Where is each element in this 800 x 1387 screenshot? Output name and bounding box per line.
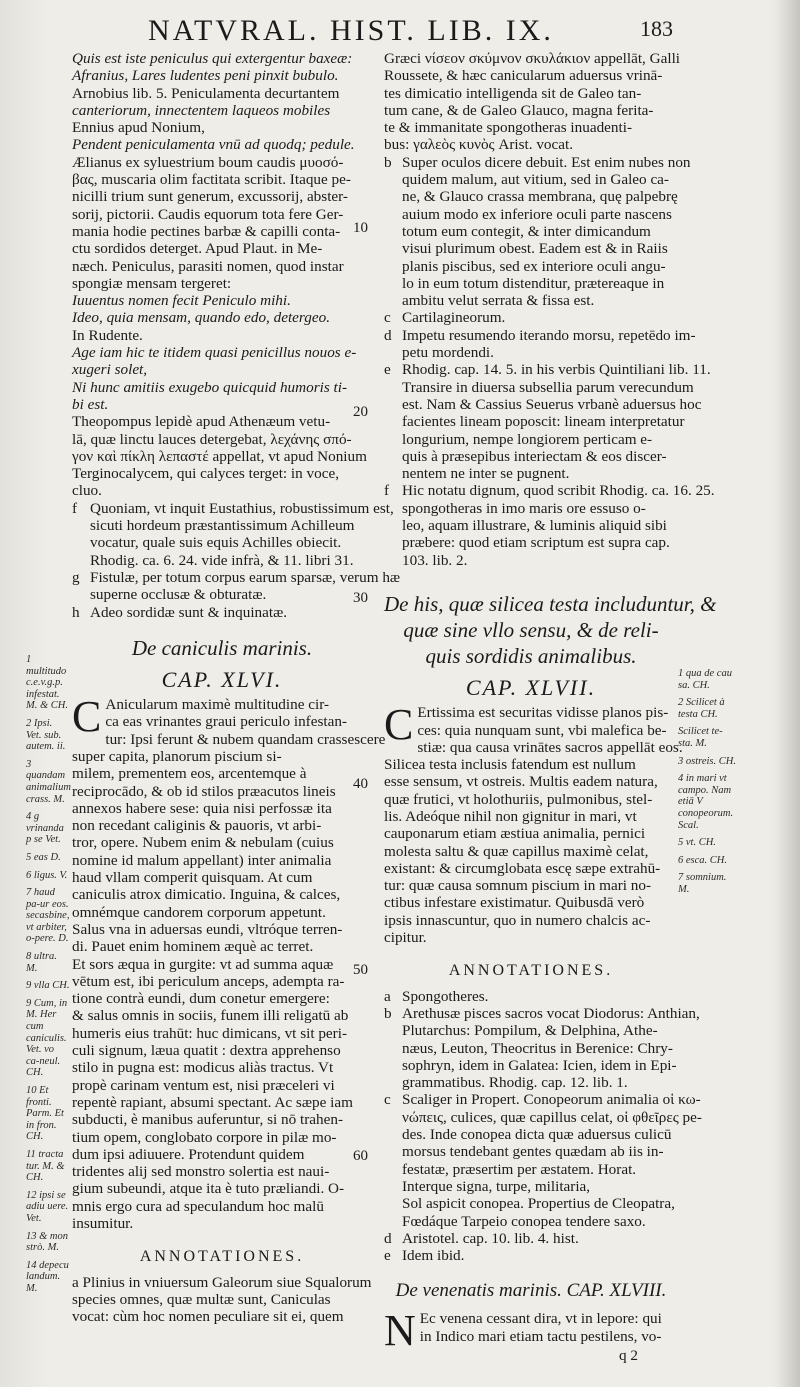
drop-cap: C — [384, 700, 414, 750]
text-line: βας, muscaria olim factitata scribit. Itaque pe- — [72, 171, 351, 189]
note-text: νώπεις, culices, quæ capillus celat, οἱ φθεῖρες pe- — [402, 1108, 702, 1126]
note-text: Fistulæ, per totum corpus earum sparsæ, verum hæ — [90, 568, 401, 586]
margin-note: Scilicet te-sta. M. — [678, 726, 723, 749]
footnote — [72, 604, 372, 621]
body-line: ipsis innascuntur, quo in numero chalcis ac- — [384, 911, 651, 929]
note-text: Super oculos dicere debuit. Est enim nubes non — [402, 153, 691, 171]
body-line: gium subeundi, atque ita è tuto præliandi. O- — [72, 1180, 345, 1198]
line-number: 50 — [353, 962, 368, 978]
note-text: spongotheras in imo maris ore essuso o- — [402, 499, 646, 517]
note-key: a — [384, 987, 391, 1005]
body-line: ctibus infestare existimatur. Quibusdā verò — [384, 894, 645, 912]
line-number: 20 — [353, 404, 368, 420]
text-line: bus: γαλεὸς κυνὸς Arist. vocat. — [384, 136, 574, 154]
body-line: stiæ: qua causa vrinātes sacros appellāt eos. — [417, 738, 683, 756]
margin-note: 14 depecu landum. M. — [26, 1259, 69, 1294]
note-text: sophryn, idem in Galatea: Icien, idem in Epi- — [402, 1056, 677, 1074]
margin-note: 4 g vrinanda p se Vet. — [26, 811, 64, 846]
text-line: spongiæ mensam tergeret: — [72, 274, 232, 292]
body-line: reciprocādo, & ob id stilos præacutos lineis — [72, 782, 336, 800]
text-line: Theopompus lepidè apud Athenæum vetu- — [72, 413, 331, 431]
body-line: tium opem, conglobato corpore in pilæ mo- — [72, 1128, 337, 1146]
margin-note: 13 & mon strò. M. — [26, 1230, 68, 1254]
footnote — [384, 309, 678, 326]
margin-note: 8 ultra. M. — [26, 951, 57, 974]
note-text: auium modo ex inferiore oculi parte nascens — [402, 205, 672, 223]
line-number: 40 — [353, 776, 368, 792]
text-line: cluo. — [72, 482, 102, 500]
body-line: in Indico mari etiam tactu pestilens, vo- — [419, 1327, 662, 1345]
note-key: e — [384, 1247, 391, 1265]
annotation — [384, 1247, 678, 1264]
note-text: ne, & Glauco crassa membrana, quę palpebrę — [402, 188, 678, 206]
body-line: esse sensum, vt ostreis. Multis eadem natura, — [384, 773, 658, 791]
note-text: longurium, nempe longiorem perticam e- — [402, 430, 653, 448]
margin-note: 5 vt. CH. — [678, 837, 716, 849]
note-text: vocatur, quale suis equis Achilles obiecit. — [90, 534, 342, 552]
chapter-47-body — [384, 700, 683, 947]
section-title-caniculis: De caniculis marinis. — [131, 635, 313, 660]
text-line: In Rudente. — [72, 326, 143, 344]
note-text: des. Inde conopea dicta quæ aduersus culicū — [402, 1126, 672, 1144]
note-text: planis piscibus, sed ex interiore oculi angu- — [402, 257, 666, 275]
text-line: Age iam hic te itidem quasi penicillus nouos e- — [72, 344, 357, 362]
drop-cap: C — [72, 692, 102, 742]
text-line: Quis est iste peniculus qui extergentur baxeæ: — [72, 50, 353, 67]
body-line: annexos habere sese: quia nisi perfossæ ita — [72, 799, 332, 817]
margin-note: 1 qua de cau sa. CH. — [678, 668, 732, 691]
text-line: Græci νίσεον σκύμνον σκυλάκιον appellāt, Galli — [384, 50, 681, 67]
note-text: Spongotheres. — [402, 987, 489, 1005]
note-text: Arethusæ pisces sacros vocat Diodorus: Anthian, — [402, 1004, 700, 1022]
margin-note: 7 somnium. M. — [678, 872, 727, 895]
chapter-heading-47: CAP. XLVII. — [465, 674, 597, 700]
note-key: g — [72, 568, 80, 586]
note-text: visui plurimum obest. Eadem est & in Raiis — [402, 240, 668, 258]
annotationes-heading-right: ANNOTATIONES. — [448, 962, 614, 980]
body-line: milem, prementem eos, arcentemque à — [72, 765, 307, 783]
note-text: totum eum contegit, & inter dimicandum — [402, 222, 651, 240]
margin-note: 7 haud pa-ur eos. secasbine, vt arbiter, o-pere. D. — [26, 887, 70, 945]
note-text: superne occlusæ & obturatæ. — [90, 586, 267, 604]
margin-note: 1 multitudo c.e.v.g.p. infestat. M. & CH. — [26, 654, 68, 712]
text-line: Ennius apud Nonium, — [72, 119, 205, 137]
left-top-text — [72, 50, 372, 500]
body-line: Salus vna in aduersas eundi, vltróque terren- — [72, 920, 343, 938]
body-line: mnis ergo cura ad speculandum hoc malū — [72, 1197, 324, 1215]
left-margin-notes — [26, 654, 70, 1301]
annotation — [384, 1004, 700, 1092]
note-text: sicuti hordeum præstantissimum Achilleum — [90, 517, 355, 535]
text-line: Afranius, Lares ludentes peni pinxit bubulo. — [72, 67, 339, 85]
body-line: tur: quæ causa somnum piscium in mari no- — [384, 877, 652, 895]
margin-note: 9 vlla CH. — [26, 980, 70, 992]
body-line: tror, opere. Nubem enim & nebulam (cuius — [72, 834, 334, 852]
body-line: Ertissima est securitas vidisse planos pis- — [417, 704, 669, 722]
body-line: di. Pauet enim hominem æquè ac terret. — [72, 938, 314, 956]
body-line: tione contrà eundi, dum conetur emergere: — [72, 990, 330, 1008]
annotation-line: a Plinius in vniuersum Galeorum siue Squalorum — [72, 1273, 372, 1291]
body-line: Ec venena cessant dira, vt in lepore: qui — [419, 1310, 662, 1328]
margin-note: 4 in mari vt campo. Nam etiā V conopeorum. Scal. — [678, 773, 734, 831]
body-line: tur: Ipsi ferunt & nubem quandam crassescere — [105, 730, 386, 748]
body-line: nomine id malum appellant) inter animalia — [72, 851, 332, 869]
body-line: quæ frutici, vt holothuriis, pulmonibus, stel- — [384, 790, 653, 808]
text-line: γον καὶ πίκλη λεπαστέ appellat, vt apud Nonium — [72, 447, 367, 465]
body-line: vētum est, ibi periculum anceps, adempta ra- — [72, 972, 345, 990]
note-key: e — [384, 361, 391, 379]
annotation-line: vocat: cùm hoc nomen peculiare sit ei, quem — [72, 1308, 344, 1326]
note-text: Scaliger in Propert. Conopeorum animalia οἱ κω- — [402, 1091, 701, 1109]
page-fold-shadow — [776, 0, 800, 1387]
note-text: ambitu velut serrata & fissa est. — [402, 292, 595, 310]
note-text: Fœdáque Tarpeio conopea tendere saxo. — [402, 1212, 646, 1230]
note-text: petu mordendi. — [402, 344, 494, 362]
text-line: bi est. — [72, 395, 109, 413]
margin-note: 10 Et fronti. Parm. Et in fron. CH. — [26, 1085, 64, 1143]
drop-cap: N — [384, 1306, 416, 1356]
text-line: Ni hunc amitiis exugebo quicquid humoris ti- — [72, 378, 348, 396]
section-title-line: quis sordidis animalibus. — [425, 643, 637, 668]
body-line: subducti, è manibus auferuntur, si nō trahen- — [72, 1111, 344, 1129]
note-text: lo in eum totum distenditur, prætereaque in — [402, 274, 665, 292]
note-text: Hic notatu dignum, quod scribit Rhodig. ca. 16. 25. — [402, 482, 715, 500]
body-line: propè carinam ventum est, nisi præceleri vi — [72, 1076, 335, 1094]
text-line: Terginocalycem, qui calyces terget: in voce, — [72, 465, 340, 483]
margin-note: 3 quandam animalium crass. M. — [26, 758, 71, 805]
note-text: est. Nam & Cassius Seuerus vrbanè aduersus hoc — [402, 395, 702, 413]
body-line: super capita, planorum piscium si- — [72, 747, 282, 765]
annotationes-heading-left: ANNOTATIONES. — [139, 1248, 305, 1266]
margin-note: 9 Cum, in M. Her cum caniculis. Vet. vo ca-neul. CH. — [26, 997, 68, 1079]
line-number: 10 — [353, 220, 368, 236]
body-line: dum ipsi adiuuere. Protendunt quidem — [72, 1145, 305, 1163]
body-line: existant: & circumglobata escę sæpe extrahū- — [384, 859, 661, 877]
annotation — [384, 1091, 702, 1230]
annotation — [384, 1230, 678, 1247]
text-line: tes dimicatio intelligenda sit de Galeo tan- — [384, 84, 642, 102]
page-number: 183 — [640, 16, 673, 41]
chapter-heading-48: De venenatis marinis. CAP. XLVIII. — [395, 1280, 667, 1302]
footnote — [384, 326, 696, 362]
note-text: Cartilagineorum. — [402, 309, 506, 327]
note-text: Adeo sordidæ sunt & inquinatæ. — [90, 603, 288, 621]
text-line: xugeri solet, — [72, 361, 148, 379]
line-number: 60 — [353, 1148, 368, 1164]
text-line: mania hodie pectines barbæ & capilli conta- — [72, 222, 341, 240]
right-margin-notes — [678, 668, 736, 902]
margin-note: 12 ipsi se adiu uere. Vet. — [26, 1189, 69, 1224]
annotationes-left — [72, 1274, 372, 1326]
footnote — [384, 361, 711, 483]
text-line: Arnobius lib. 5. Peniculamenta decurtantem — [72, 84, 340, 102]
body-line: haud vllam comperit quisquam. At cum — [72, 869, 313, 887]
body-line: caniculis atrox dimicatio. Inguina, & calces, — [72, 886, 341, 904]
body-line: tridentes alij sed monstro solertia est naui- — [72, 1163, 330, 1181]
margin-note: 2 Ipsi. Vet. sub. autem. ii. — [26, 717, 66, 753]
note-text: Sol aspicit conopea. Propertius de Cleopatra, — [402, 1195, 675, 1213]
running-header: NATVRAL. HIST. LIB. IX. — [148, 14, 554, 47]
footnote — [72, 568, 401, 604]
text-line: lā, quæ linctu lauces detergebat, λεχάνης σπό- — [72, 430, 352, 448]
body-line: omnémque candorem corporum appetunt. — [72, 903, 326, 921]
note-text: Plutarchus: Pompilum, & Delphina, Athe- — [402, 1022, 658, 1040]
signature-mark: q 2 — [619, 1347, 638, 1364]
text-line: Ælianus ex syluestrium boum caudis μυοσό- — [72, 153, 344, 171]
note-text: facientes lineam poposcit: lineam interpretatur — [402, 413, 685, 431]
right-notes — [384, 153, 715, 569]
body-line: lis. Adeóque nihil non gignitur in mari, vt — [384, 807, 637, 825]
right-top-text — [384, 50, 681, 154]
section-title-line: quæ sine vllo sensu, & de reli- — [403, 617, 659, 642]
footnote — [384, 482, 715, 569]
text-line: Ideo, quia mensam, quando edo, detergeo. — [72, 309, 330, 327]
footnote — [384, 153, 691, 310]
text-line: sorij, pictorii. Caudis equorum tota fere Ger- — [72, 205, 344, 223]
note-text: næus, Leuton, Theocritus in Berenice: Chry- — [402, 1039, 673, 1057]
note-text: leo, aquam illustrare, & luminis aliquid sibi — [402, 517, 667, 535]
body-line: ca eas vrinantes graui periculo infestan- — [105, 713, 347, 731]
text-line: Pendent peniculamenta vnū ad quodq; pedule. — [72, 136, 355, 154]
body-line: humeris eius trahūt: huc dimicans, vt sit peri- — [72, 1024, 348, 1042]
text-line: tum cane, & de Galeo Glauco, magna ferita- — [384, 101, 654, 119]
body-line: culi signum, læua quatit : dextra apprehenso — [72, 1042, 341, 1060]
text-line: næch. Peniculus, parasiti nomen, quod instar — [72, 257, 344, 275]
note-text: Idem ibid. — [402, 1247, 465, 1265]
body-line: Et sors æqua in gurgite: vt ad summa aquæ — [72, 955, 334, 973]
margin-note: 6 ligus. V. — [26, 869, 68, 881]
section-title-silicea — [384, 591, 717, 669]
annotation — [384, 988, 678, 1005]
text-line: Iuuentus nomen fecit Peniculo mihi. — [72, 292, 291, 310]
note-key: f — [384, 482, 390, 500]
note-key: f — [72, 499, 78, 517]
body-line: insumitur. — [72, 1215, 134, 1232]
note-text: Interque signa, turpe, militaria, — [402, 1177, 591, 1195]
note-text: quidem malum, aut vitium, sed in Galeo ca- — [402, 171, 669, 189]
note-key: c — [384, 309, 391, 327]
note-key: d — [384, 1229, 392, 1247]
body-line: & salus omnis in sociis, funem illi religatū ab — [72, 1007, 349, 1025]
note-key: d — [384, 326, 392, 344]
note-text: Transire in diuersa subsellia parum verecundum — [402, 378, 694, 396]
note-text: Rhodig. ca. 6. 24. vide infrà, & 11. libri 31. — [90, 551, 354, 569]
text-line: canteriorum, innectentem laqueos mobiles — [72, 101, 331, 119]
body-line: Silicea testa inclusis fatendum est nullum — [384, 756, 636, 774]
note-text: præbere: quod etiam scriptum est supra cap. — [402, 534, 670, 552]
body-line: Anicularum maximè multitudine cir- — [105, 696, 330, 714]
chapter-heading-46: CAP. XLVI. — [161, 666, 283, 692]
footnote — [72, 499, 394, 569]
annotation-line: species omnes, quæ multæ sunt, Caniculas — [72, 1290, 331, 1308]
note-text: morsus tendebant gentes quædam ab iis in- — [402, 1143, 664, 1161]
text-line: ctu sordidos deterget. Apud Plaut. in Me- — [72, 240, 323, 258]
body-line: repentè rapiant, absumi spectant. Ac sæpe iam — [72, 1093, 353, 1111]
margin-note: 5 eas D. — [26, 851, 61, 863]
line-number: 30 — [353, 590, 368, 606]
note-text: grammatibus. Rhodig. cap. 12. lib. 1. — [402, 1074, 628, 1092]
note-key: h — [72, 603, 80, 621]
text-line: nicilli trium sunt generum, excussorij, abster- — [72, 188, 348, 206]
body-line: cauponarum etiam æstiua animalia, pernici — [384, 825, 646, 843]
margin-note: 11 tracta tur. M. & CH. — [26, 1148, 65, 1184]
body-line: non recedant caliginis & pauoris, vt arbi- — [72, 817, 322, 835]
note-text: Rhodig. cap. 14. 5. in his verbis Quintiliani lib. 11. — [402, 361, 711, 379]
note-text: Impetu resumendo iterando morsu, repetēdo im- — [402, 326, 696, 344]
body-line: molesta saltu & quæ capillus maximè celat, — [384, 842, 649, 860]
note-text: nentem ne inter se pugnent. — [402, 465, 570, 483]
note-text: festatæ, præsertim per æstatem. Horat. — [402, 1160, 637, 1178]
note-key: b — [384, 1004, 392, 1022]
annotationes-right — [384, 987, 702, 1265]
body-line: ces: quia nunquam sunt, vbi malefica be- — [417, 721, 667, 739]
note-key: b — [384, 153, 392, 171]
margin-note: 2 Scilicet à testa CH. — [678, 697, 725, 720]
left-column — [72, 50, 401, 1326]
note-text: Aristotel. cap. 10. lib. 4. hist. — [402, 1229, 579, 1247]
margin-note: 3 ostreis. CH. — [678, 755, 736, 767]
note-text: quis à præsepibus interiectam & eos discer- — [402, 447, 667, 465]
note-key: c — [384, 1091, 391, 1109]
section-title-line: De his, quæ silicea testa includuntur, & — [384, 591, 717, 616]
text-line: Roussete, & hæc canicularum aduersus vrinā- — [384, 67, 663, 85]
body-line: cipitur. — [384, 929, 427, 947]
note-text: Quoniam, vt inquit Eustathius, robustissimum est, — [90, 499, 394, 517]
chapter-46-body — [72, 692, 386, 1232]
margin-note: 6 esca. CH. — [678, 854, 727, 866]
note-text: 103. lib. 2. — [402, 551, 468, 569]
text-line: te & immanitate spongotheras inuadenti- — [384, 119, 632, 137]
body-line: stilo in pugna est: modicus aliàs tractus. Vt — [72, 1059, 334, 1077]
left-notes — [72, 499, 401, 621]
